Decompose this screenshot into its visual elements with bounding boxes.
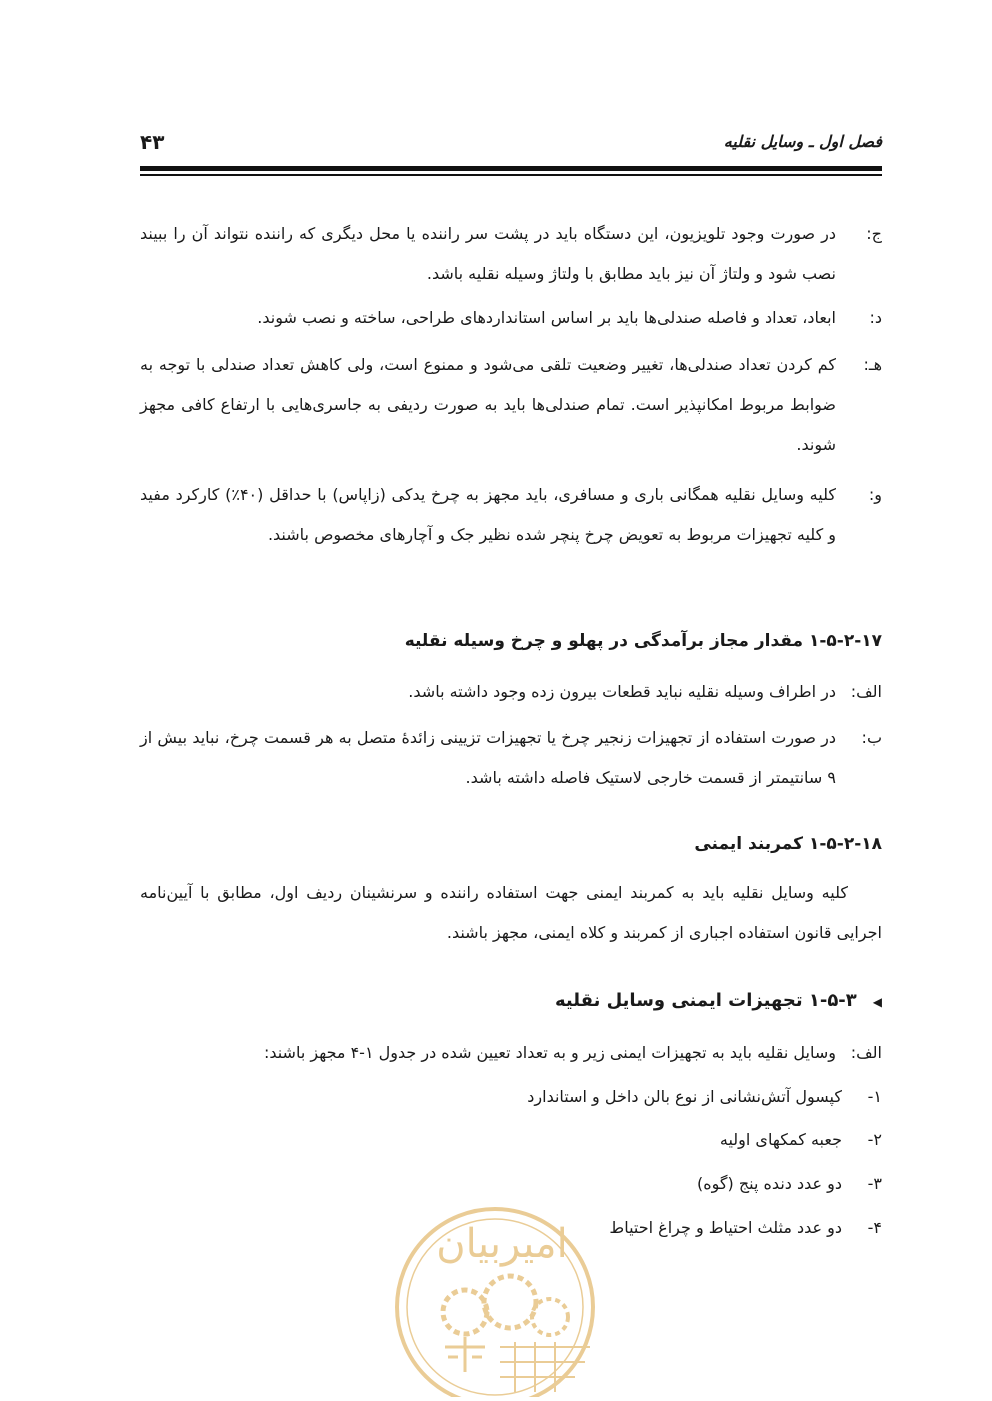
list-number: ۴- bbox=[867, 1218, 882, 1237]
item-text: در اطراف وسیله نقلیه نباید قطعات بیرون زده وجود داشته باشد. bbox=[408, 682, 836, 701]
page-header bbox=[140, 126, 882, 166]
item-label: و: bbox=[868, 485, 882, 504]
list-text: دو عدد دنده پنج (گوه) bbox=[697, 1174, 842, 1193]
triangle-bullet-icon: ◀ bbox=[872, 995, 882, 1009]
list-text: جعبه کمکهای اولیه bbox=[719, 1130, 842, 1149]
list-item bbox=[140, 475, 882, 595]
item-text: کلیه وسایل نقلیه همگانی باری و مسافری، باید مجهز به چرخ یدکی (زاپاس) با حداقل (۴۰٪) کارکرد مفید و کلیه تجهیزات مربوط به تعویض چرخ پنچر شده نظیر جک و آچارهای مخصوص باشند. bbox=[140, 485, 837, 544]
section-heading-18: ۱-۵-۲-۱۸ کمربند ایمنی bbox=[694, 834, 882, 854]
item-text: در صورت استفاده از تجهیزات زنجیر چرخ یا تجهیزات تزیینی زائدهٔ متصل به هر قسمت چرخ، نباید بیش از ۹ سانتیمتر از قسمت خارجی لاستیک فاصله داشته باشد. bbox=[140, 728, 836, 787]
list-number: ۳- bbox=[867, 1174, 882, 1193]
numbered-list-item bbox=[609, 1208, 882, 1248]
numbered-list-item bbox=[720, 1120, 882, 1160]
item-label: ج: bbox=[866, 224, 882, 243]
watermark-stamp-icon bbox=[390, 1197, 600, 1397]
item-label: د: bbox=[869, 308, 882, 327]
section-3-heading-text: ۱-۵-۳ تجهیزات ایمنی وسایل نقلیه bbox=[555, 990, 857, 1011]
list-item bbox=[140, 214, 882, 294]
list-text: دو عدد مثلث احتیاط و چراغ احتیاط bbox=[609, 1218, 842, 1237]
watermark-text: امیربیان bbox=[436, 1221, 568, 1267]
item-label: الف: bbox=[850, 682, 882, 701]
numbered-list-item bbox=[527, 1077, 882, 1117]
item-text: ابعاد، تعداد و فاصله صندلی‌ها باید بر اساس استانداردهای طراحی، ساخته و نصب شوند. bbox=[257, 308, 836, 327]
list-item bbox=[140, 1033, 882, 1073]
item-text: وسایل نقلیه باید به تجهیزات ایمنی زیر و به تعداد تعیین شده در جدول ۱-۴ مجهز باشند: bbox=[263, 1043, 836, 1062]
section-heading-17: ۱-۵-۲-۱۷ مقدار مجاز برآمدگی در پهلو و چرخ وسیله نقلیه bbox=[404, 631, 882, 651]
list-item bbox=[140, 718, 882, 798]
item-label: ب: bbox=[861, 728, 882, 747]
page-number: ۴۳ bbox=[140, 130, 165, 154]
header-rule-thin bbox=[140, 174, 882, 176]
list-item bbox=[140, 298, 882, 338]
list-item bbox=[140, 672, 882, 712]
list-number: ۱- bbox=[867, 1087, 882, 1106]
header-rule-thick bbox=[140, 166, 882, 171]
item-text: در صورت وجود تلویزیون، این دستگاه باید در پشت سر راننده یا محل دیگری که راننده نتواند آن را ببیند نصب شود و ولتاژ آن نیز باید مطابق با ولتاژ وسیله نقلیه باشد. bbox=[140, 224, 836, 283]
item-label: الف: bbox=[850, 1043, 882, 1062]
numbered-list-item bbox=[697, 1164, 882, 1204]
list-number: ۲- bbox=[867, 1130, 882, 1149]
list-text: کپسول آتش‌نشانی از نوع بالن داخل و استاندارد bbox=[527, 1087, 842, 1106]
section-18-paragraph: کلیه وسایل نقلیه باید به کمربند ایمنی جهت استفاده راننده و سرنشینان ردیف اول، مطابق با آیین‌نامه اجرایی قانون استفاده اجباری از کمربند و کلاه ایمنی، مجهز باشند. bbox=[140, 883, 882, 942]
item-text: کم کردن تعداد صندلی‌ها، تغییر وضعیت تلقی می‌شود و ممنوع است، ولی کاهش تعداد صندلی با توجه به ضوابط مربوط امکانپذیر است. تمام صندلی‌ها باید به صورت ردیفی به جاسری‌هایی با ارتفاع کافی مجهز شوند. bbox=[140, 355, 836, 454]
item-label: هـ: bbox=[863, 355, 882, 374]
section-heading-3 bbox=[555, 983, 882, 1020]
list-item bbox=[140, 345, 882, 465]
chapter-title: فصل اول ـ وسایل نقلیه bbox=[723, 132, 882, 151]
